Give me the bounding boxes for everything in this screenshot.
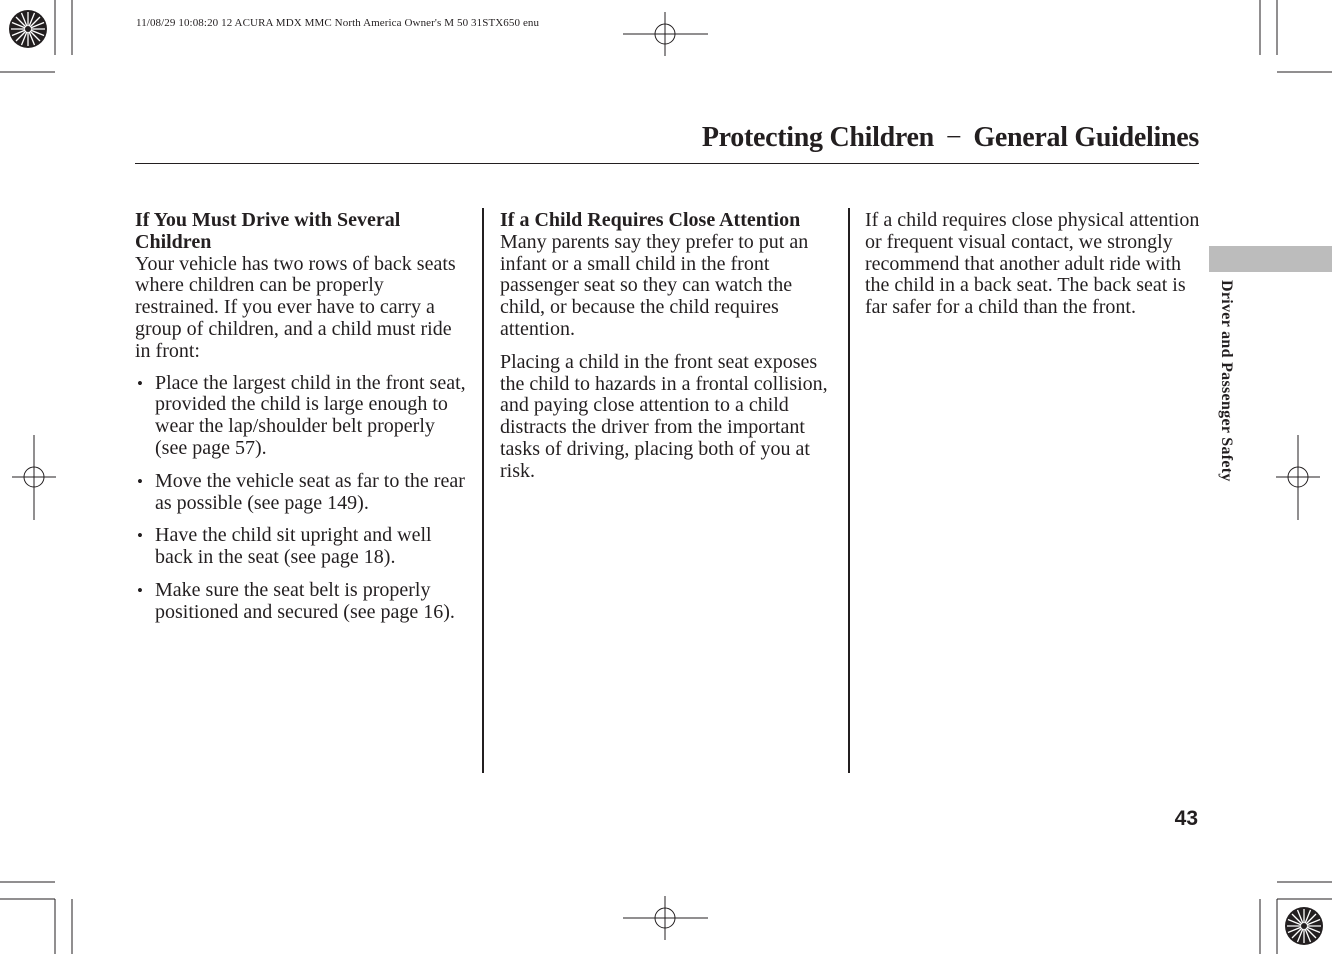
section-heading-close-attention: If a Child Requires Close Attention <box>500 209 801 231</box>
registration-crosshair-bottom <box>623 896 708 940</box>
list-item: • Place the largest child in the front seat, provided the child is large enough to wear the lap/shoulder belt properly (see page 57). <box>135 373 470 460</box>
paragraph: Many parents say they prefer to put an infant or a small child in the front passenger seat so they can watch the child, or because the child requires attention. <box>500 230 809 340</box>
bullet-list <box>135 373 470 624</box>
column-divider-2 <box>848 208 850 773</box>
list-item: • Have the child sit upright and well back in the seat (see page 18). <box>135 525 470 569</box>
paragraph: Placing a child in the front seat exposes the child to hazards in a frontal collision, and paying close attention to a child distracts the driver from the important tasks of driving, placing both of you at risk. <box>500 350 828 482</box>
page-number: 43 <box>1174 807 1198 830</box>
registration-crosshair-top <box>623 12 708 56</box>
section-heading-several-children: If You Must Drive with Several Children <box>135 209 401 253</box>
column-1 <box>135 210 470 635</box>
list-item: • Move the vehicle seat as far to the rear as possible (see page 149). <box>135 471 470 515</box>
title-right: General Guidelines <box>973 122 1199 153</box>
list-item: • Make sure the seat belt is properly positioned and secured (see page 16). <box>135 580 470 624</box>
starburst-target-top-left <box>9 10 47 48</box>
registration-crosshair-left <box>12 435 56 520</box>
column-divider-1 <box>482 208 484 773</box>
title-separator: − <box>945 122 962 153</box>
side-tab-label: Driver and Passenger Safety <box>1218 280 1235 482</box>
registration-crosshair-right <box>1276 435 1320 520</box>
column-2 <box>500 210 835 483</box>
starburst-target-bottom-right <box>1285 907 1323 945</box>
column-3 <box>865 210 1200 319</box>
title-rule <box>135 163 1199 164</box>
page-title <box>702 122 1199 154</box>
print-header: 11/08/29 10:08:20 12 ACURA MDX MMC North America Owner's M 50 31STX650 enu <box>136 17 540 29</box>
title-left: Protecting Children <box>701 122 934 153</box>
paragraph: If a child requires close physical attention or frequent visual contact, we strongly recommend that another adult ride with the child in a back seat. The back seat is far safer for a child than the front. <box>865 209 1200 319</box>
paragraph: Your vehicle has two rows of back seats where children can be properly restrained. If you ever have to carry a group of children, and a child must ride in front: <box>135 252 456 362</box>
side-tab-marker <box>1209 246 1332 272</box>
